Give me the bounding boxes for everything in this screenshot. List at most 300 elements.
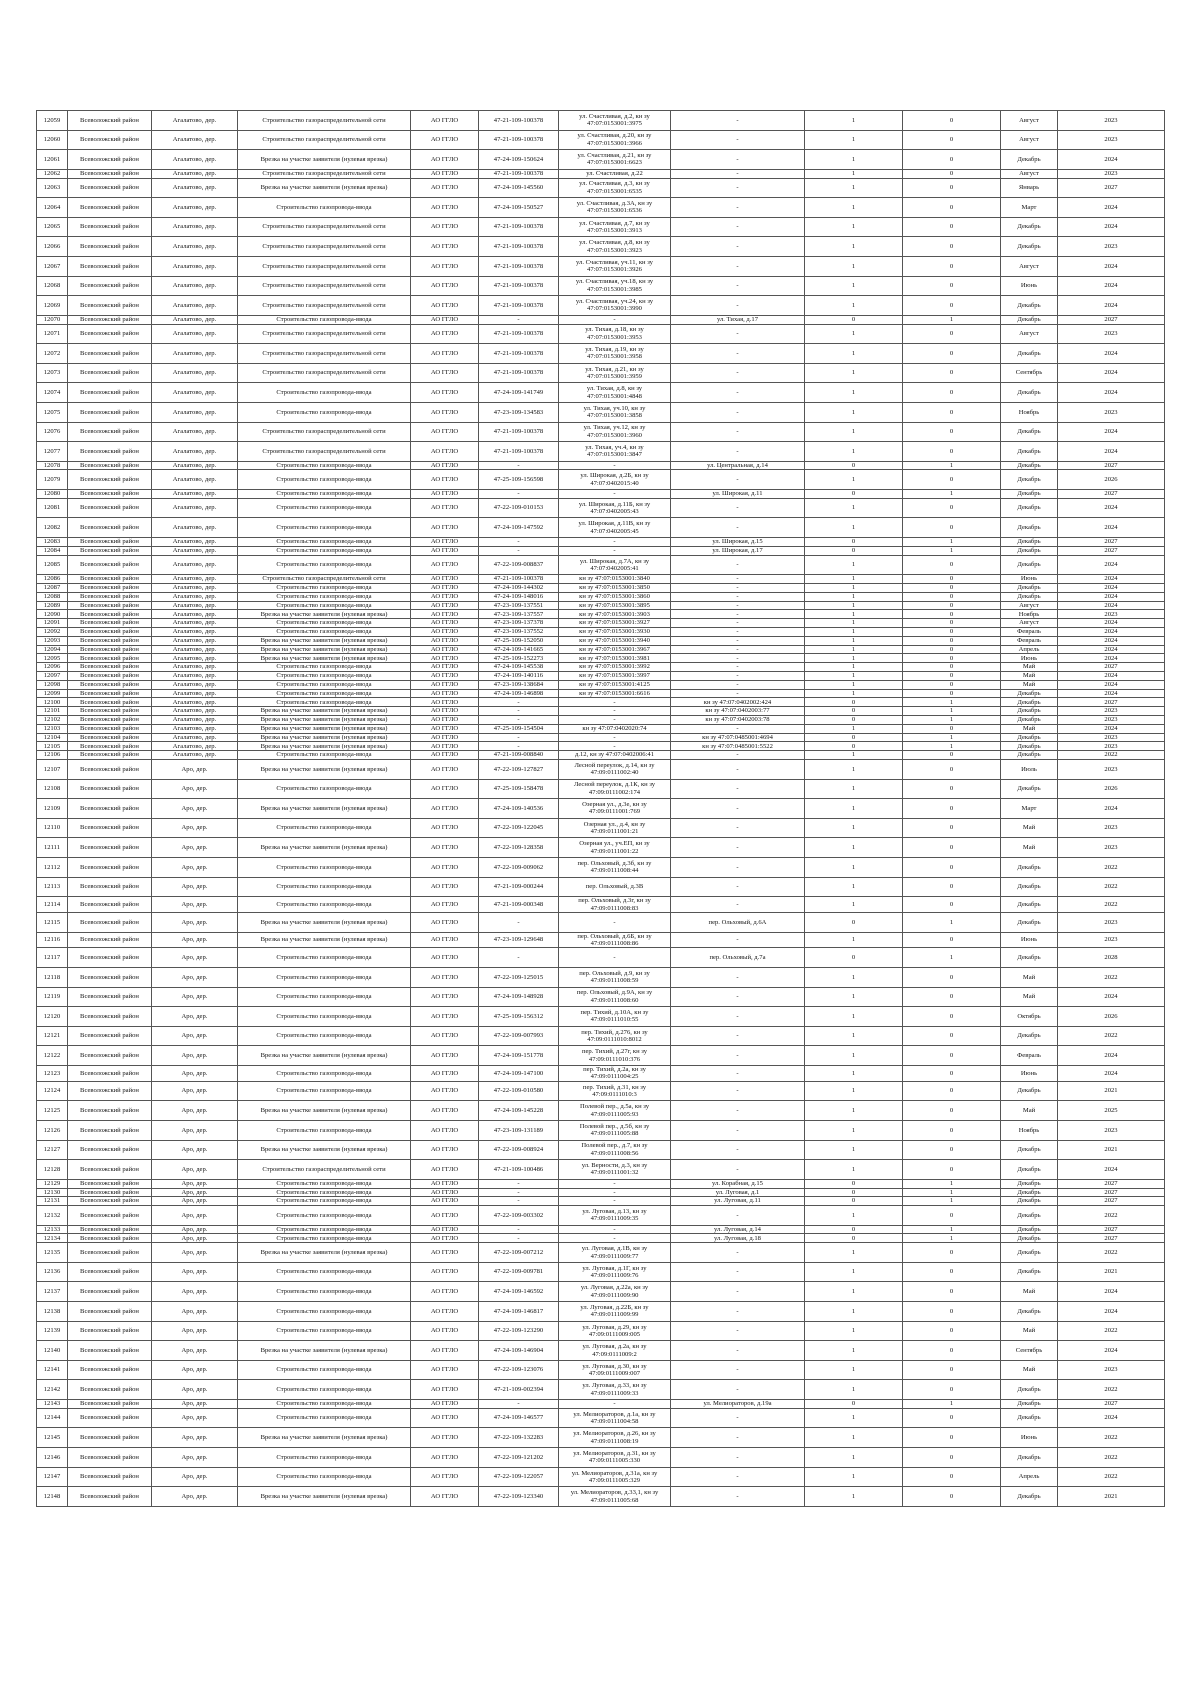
cell-address-with-cadastral: кн зу 47:07:0153001:3930 — [559, 628, 671, 637]
cell-address-with-cadastral: - — [559, 546, 671, 555]
cell-settlement: Аро, дер. — [152, 932, 238, 948]
cell-count-without-contract: 1 — [903, 1197, 1001, 1206]
cell-settlement: Агалатово, дер. — [152, 256, 238, 276]
cell-row-number: 12108 — [37, 779, 68, 799]
cell-contract-number: 47-22-109-123290 — [479, 1321, 559, 1341]
cell-settlement: Аро, дер. — [152, 1380, 238, 1400]
cell-address-without-cadastral: - — [671, 1140, 805, 1160]
cell-month: Июнь — [1001, 654, 1058, 663]
cell-work-type: Строительство газопровода-ввода — [238, 584, 411, 593]
cell-address-with-cadastral: Озерная ул., уч.ЕП, кн зу 47:09:0111001:22 — [559, 838, 671, 858]
cell-row-number: 12114 — [37, 897, 68, 913]
cell-month: Ноябрь — [1001, 402, 1058, 422]
cell-count-with-contract: 0 — [805, 315, 903, 324]
table-row — [37, 1206, 1165, 1226]
cell-settlement: Агалатово, дер. — [152, 518, 238, 538]
cell-year: 2024 — [1058, 296, 1165, 316]
cell-contract-number: 47-22-109-132283 — [479, 1428, 559, 1448]
cell-work-type: Строительство газопровода-ввода — [238, 672, 411, 681]
cell-row-number: 12106 — [37, 751, 68, 760]
cell-work-type: Строительство газопровода-ввода — [238, 470, 411, 490]
cell-month: Декабрь — [1001, 779, 1058, 799]
cell-contract-number: - — [479, 538, 559, 547]
cell-count-with-contract: 1 — [805, 276, 903, 296]
cell-district: Всеволожский район — [68, 422, 152, 442]
cell-year: 2024 — [1058, 601, 1165, 610]
cell-contract-number: 47-24-109-144302 — [479, 584, 559, 593]
cell-organization: АО ГГЛО — [411, 1360, 479, 1380]
cell-address-with-cadastral: - — [559, 315, 671, 324]
cell-row-number: 12072 — [37, 344, 68, 364]
cell-settlement: Агалатово, дер. — [152, 178, 238, 198]
cell-count-with-contract: 1 — [805, 724, 903, 733]
table-row — [37, 1360, 1165, 1380]
cell-organization: АО ГГЛО — [411, 538, 479, 547]
cell-district: Всеволожский район — [68, 198, 152, 218]
cell-month: Декабрь — [1001, 1400, 1058, 1409]
table-row — [37, 490, 1165, 499]
table-row — [37, 751, 1165, 760]
cell-year: 2023 — [1058, 130, 1165, 150]
cell-district: Всеволожский район — [68, 178, 152, 198]
cell-row-number: 12093 — [37, 636, 68, 645]
cell-settlement: Агалатово, дер. — [152, 363, 238, 383]
cell-count-with-contract: 1 — [805, 169, 903, 178]
cell-count-with-contract: 1 — [805, 470, 903, 490]
cell-address-without-cadastral: - — [671, 779, 805, 799]
cell-work-type: Строительство газораспределительной сети — [238, 575, 411, 584]
cell-contract-number: 47-21-109-002394 — [479, 1380, 559, 1400]
cell-count-with-contract: 0 — [805, 912, 903, 932]
cell-organization: АО ГГЛО — [411, 948, 479, 968]
cell-district: Всеволожский район — [68, 584, 152, 593]
table-row — [37, 838, 1165, 858]
cell-organization: АО ГГЛО — [411, 217, 479, 237]
cell-month: Июнь — [1001, 575, 1058, 584]
cell-row-number: 12074 — [37, 383, 68, 403]
cell-organization: АО ГГЛО — [411, 555, 479, 575]
cell-address-with-cadastral: ул. Счастливая, д.8, кн зу 47:07:0153001:3923 — [559, 237, 671, 257]
cell-district: Всеволожский район — [68, 575, 152, 584]
cell-district: Всеволожский район — [68, 1360, 152, 1380]
cell-year: 2024 — [1058, 1302, 1165, 1322]
cell-row-number: 12109 — [37, 799, 68, 819]
cell-contract-number: 47-22-109-125015 — [479, 967, 559, 987]
cell-address-with-cadastral: пер. Ольховый, д.3б, кн зу 47:09:0111008:44 — [559, 857, 671, 877]
cell-organization: АО ГГЛО — [411, 689, 479, 698]
cell-settlement: Агалатово, дер. — [152, 698, 238, 707]
table-row — [37, 724, 1165, 733]
cell-year: 2027 — [1058, 1234, 1165, 1243]
cell-district: Всеволожский район — [68, 383, 152, 403]
cell-count-without-contract: 0 — [903, 818, 1001, 838]
cell-contract-number: - — [479, 546, 559, 555]
cell-count-without-contract: 1 — [903, 461, 1001, 470]
cell-settlement: Аро, дер. — [152, 1197, 238, 1206]
cell-district: Всеволожский район — [68, 442, 152, 462]
table-row — [37, 689, 1165, 698]
cell-district: Всеволожский район — [68, 932, 152, 948]
cell-district: Всеволожский район — [68, 818, 152, 838]
cell-month: Февраль — [1001, 1046, 1058, 1066]
cell-month: Декабрь — [1001, 1243, 1058, 1263]
cell-count-with-contract: 1 — [805, 619, 903, 628]
cell-address-with-cadastral: пер. Тихий, д.276, кн зу 47:09:0111010:8012 — [559, 1026, 671, 1046]
table-row — [37, 111, 1165, 131]
cell-count-without-contract: 0 — [903, 1120, 1001, 1140]
table-row — [37, 217, 1165, 237]
cell-contract-number: 47-24-109-150624 — [479, 150, 559, 170]
cell-work-type: Строительство газопровода-ввода — [238, 698, 411, 707]
cell-row-number: 12115 — [37, 912, 68, 932]
cell-address-without-cadastral: - — [671, 689, 805, 698]
cell-address-with-cadastral: - — [559, 1400, 671, 1409]
cell-count-with-contract: 1 — [805, 1408, 903, 1428]
cell-month: Декабрь — [1001, 217, 1058, 237]
table-row — [37, 169, 1165, 178]
cell-count-without-contract: 0 — [903, 575, 1001, 584]
cell-contract-number: 47-21-109-100378 — [479, 344, 559, 364]
table-row — [37, 1179, 1165, 1188]
cell-district: Всеволожский район — [68, 1120, 152, 1140]
cell-work-type: Строительство газопровода-ввода — [238, 1408, 411, 1428]
table-row — [37, 877, 1165, 897]
cell-work-type: Строительство газопровода-ввода — [238, 1448, 411, 1468]
schedule-table — [36, 110, 1165, 1507]
cell-year: 2022 — [1058, 1428, 1165, 1448]
table-row — [37, 698, 1165, 707]
cell-settlement: Аро, дер. — [152, 1243, 238, 1263]
cell-count-with-contract: 0 — [805, 1188, 903, 1197]
cell-work-type: Врезка на участке заявителя (нулевая врезка) — [238, 932, 411, 948]
cell-row-number: 12075 — [37, 402, 68, 422]
cell-month: Декабрь — [1001, 1160, 1058, 1180]
cell-count-without-contract: 1 — [903, 546, 1001, 555]
cell-district: Всеволожский район — [68, 689, 152, 698]
cell-address-without-cadastral: - — [671, 818, 805, 838]
cell-count-with-contract: 1 — [805, 751, 903, 760]
cell-settlement: Агалатово, дер. — [152, 716, 238, 725]
cell-settlement: Агалатово, дер. — [152, 575, 238, 584]
cell-year: 2024 — [1058, 150, 1165, 170]
cell-organization: АО ГГЛО — [411, 470, 479, 490]
cell-year: 2023 — [1058, 1360, 1165, 1380]
cell-address-without-cadastral: - — [671, 276, 805, 296]
cell-contract-number: 47-21-109-100378 — [479, 276, 559, 296]
cell-address-without-cadastral: ул. Широкая, д.17 — [671, 546, 805, 555]
schedule-table-container — [36, 110, 1164, 1507]
cell-address-with-cadastral: - — [559, 1188, 671, 1197]
cell-address-without-cadastral: - — [671, 217, 805, 237]
cell-month: Декабрь — [1001, 707, 1058, 716]
cell-settlement: Агалатово, дер. — [152, 707, 238, 716]
cell-organization: АО ГГЛО — [411, 799, 479, 819]
cell-contract-number: - — [479, 733, 559, 742]
cell-count-without-contract: 0 — [903, 654, 1001, 663]
cell-settlement: Агалатово, дер. — [152, 546, 238, 555]
table-row — [37, 1120, 1165, 1140]
cell-row-number: 12102 — [37, 716, 68, 725]
cell-work-type: Строительство газораспределительной сети — [238, 217, 411, 237]
cell-work-type: Строительство газопровода-ввода — [238, 402, 411, 422]
cell-month: Январь — [1001, 178, 1058, 198]
cell-row-number: 12131 — [37, 1197, 68, 1206]
cell-address-without-cadastral: кн зу 47:07:0485001:4694 — [671, 733, 805, 742]
cell-year: 2024 — [1058, 654, 1165, 663]
cell-count-with-contract: 1 — [805, 498, 903, 518]
cell-count-without-contract: 0 — [903, 610, 1001, 619]
cell-count-with-contract: 1 — [805, 555, 903, 575]
cell-count-with-contract: 1 — [805, 584, 903, 593]
cell-settlement: Агалатово, дер. — [152, 733, 238, 742]
cell-contract-number: 47-22-109-123076 — [479, 1360, 559, 1380]
cell-settlement: Агалатово, дер. — [152, 538, 238, 547]
cell-count-with-contract: 1 — [805, 111, 903, 131]
cell-year: 2026 — [1058, 779, 1165, 799]
cell-settlement: Агалатово, дер. — [152, 315, 238, 324]
cell-count-without-contract: 0 — [903, 619, 1001, 628]
cell-address-with-cadastral: ул. Луговая, д.33, кн зу 47:09:0111009:33 — [559, 1380, 671, 1400]
cell-count-without-contract: 0 — [903, 198, 1001, 218]
cell-contract-number: 47-21-109-100378 — [479, 169, 559, 178]
cell-settlement: Агалатово, дер. — [152, 130, 238, 150]
cell-work-type: Строительство газопровода-ввода — [238, 490, 411, 499]
table-row — [37, 592, 1165, 601]
cell-organization: АО ГГЛО — [411, 724, 479, 733]
cell-organization: АО ГГЛО — [411, 1282, 479, 1302]
cell-count-with-contract: 0 — [805, 538, 903, 547]
cell-year: 2022 — [1058, 751, 1165, 760]
cell-year: 2026 — [1058, 1007, 1165, 1027]
cell-count-without-contract: 1 — [903, 716, 1001, 725]
table-row — [37, 575, 1165, 584]
cell-settlement: Агалатово, дер. — [152, 680, 238, 689]
cell-row-number: 12119 — [37, 987, 68, 1007]
cell-address-with-cadastral: пер. Тихий, д.2а, кн зу 47:09:0111004:25 — [559, 1065, 671, 1081]
cell-year: 2024 — [1058, 575, 1165, 584]
cell-address-with-cadastral: ул. Счастливая, д.7, кн зу 47:07:0153001:3913 — [559, 217, 671, 237]
cell-row-number: 12085 — [37, 555, 68, 575]
cell-settlement: Агалатово, дер. — [152, 654, 238, 663]
cell-year: 2027 — [1058, 315, 1165, 324]
cell-count-without-contract: 1 — [903, 742, 1001, 751]
cell-contract-number: 47-21-109-100378 — [479, 324, 559, 344]
table-row — [37, 636, 1165, 645]
cell-contract-number: 47-23-109-137551 — [479, 601, 559, 610]
cell-count-with-contract: 1 — [805, 1081, 903, 1101]
cell-organization: АО ГГЛО — [411, 1007, 479, 1027]
cell-count-without-contract: 0 — [903, 1243, 1001, 1263]
cell-month: Август — [1001, 256, 1058, 276]
cell-organization: АО ГГЛО — [411, 1467, 479, 1487]
cell-address-with-cadastral: - — [559, 698, 671, 707]
table-row — [37, 296, 1165, 316]
cell-organization: АО ГГЛО — [411, 838, 479, 858]
cell-address-without-cadastral: ул. Центральная, д.14 — [671, 461, 805, 470]
cell-settlement: Аро, дер. — [152, 1140, 238, 1160]
cell-count-without-contract: 0 — [903, 178, 1001, 198]
cell-row-number: 12078 — [37, 461, 68, 470]
cell-work-type: Строительство газопровода-ввода — [238, 751, 411, 760]
cell-month: Март — [1001, 198, 1058, 218]
cell-organization: АО ГГЛО — [411, 1400, 479, 1409]
cell-settlement: Аро, дер. — [152, 1065, 238, 1081]
cell-organization: АО ГГЛО — [411, 461, 479, 470]
cell-district: Всеволожский район — [68, 256, 152, 276]
cell-address-without-cadastral: - — [671, 897, 805, 913]
cell-settlement: Аро, дер. — [152, 1225, 238, 1234]
table-row — [37, 237, 1165, 257]
cell-organization: АО ГГЛО — [411, 1408, 479, 1428]
cell-district: Всеволожский район — [68, 1467, 152, 1487]
cell-district: Всеволожский район — [68, 1321, 152, 1341]
cell-count-without-contract: 0 — [903, 296, 1001, 316]
table-row — [37, 619, 1165, 628]
cell-count-with-contract: 1 — [805, 779, 903, 799]
cell-address-with-cadastral: ул. Счастливая, уч.24, кн зу 47:07:0153001:3990 — [559, 296, 671, 316]
cell-work-type: Строительство газопровода-ввода — [238, 315, 411, 324]
cell-contract-number: 47-21-109-100378 — [479, 256, 559, 276]
cell-settlement: Аро, дер. — [152, 897, 238, 913]
cell-row-number: 12134 — [37, 1234, 68, 1243]
cell-settlement: Аро, дер. — [152, 799, 238, 819]
cell-count-with-contract: 1 — [805, 672, 903, 681]
cell-row-number: 12112 — [37, 857, 68, 877]
table-row — [37, 1225, 1165, 1234]
cell-count-with-contract: 1 — [805, 1160, 903, 1180]
cell-month: Декабрь — [1001, 742, 1058, 751]
cell-address-with-cadastral: кн зу 47:07:0153001:3992 — [559, 663, 671, 672]
cell-count-without-contract: 1 — [903, 538, 1001, 547]
cell-address-with-cadastral: кн зу 47:07:0153001:6616 — [559, 689, 671, 698]
cell-contract-number: 47-21-109-100486 — [479, 1160, 559, 1180]
cell-address-without-cadastral: - — [671, 1360, 805, 1380]
cell-month: Декабрь — [1001, 1487, 1058, 1507]
cell-settlement: Аро, дер. — [152, 1302, 238, 1322]
cell-contract-number: - — [479, 948, 559, 968]
cell-organization: АО ГГЛО — [411, 1380, 479, 1400]
cell-address-with-cadastral: - — [559, 1234, 671, 1243]
cell-count-with-contract: 1 — [805, 1360, 903, 1380]
cell-address-with-cadastral: ул. Мелиораторов, д.31, кн зу 47:09:0111005:330 — [559, 1448, 671, 1468]
cell-settlement: Аро, дер. — [152, 1341, 238, 1361]
table-row — [37, 1428, 1165, 1448]
cell-year: 2024 — [1058, 217, 1165, 237]
cell-row-number: 12105 — [37, 742, 68, 751]
cell-address-without-cadastral: ул. Луговая, д.1 — [671, 1188, 805, 1197]
cell-address-with-cadastral: ул. Мелиораторов, д.33,1, кн зу 47:09:0111005:68 — [559, 1487, 671, 1507]
cell-settlement: Агалатово, дер. — [152, 689, 238, 698]
cell-settlement: Аро, дер. — [152, 1046, 238, 1066]
cell-row-number: 12141 — [37, 1360, 68, 1380]
cell-count-without-contract: 0 — [903, 344, 1001, 364]
cell-organization: АО ГГЛО — [411, 672, 479, 681]
cell-district: Всеволожский район — [68, 1188, 152, 1197]
cell-contract-number: 47-21-109-100378 — [479, 442, 559, 462]
cell-contract-number: - — [479, 315, 559, 324]
cell-address-with-cadastral: - — [559, 912, 671, 932]
cell-address-with-cadastral: ул. Счастливая, уч.18, кн зу 47:07:0153001:3985 — [559, 276, 671, 296]
cell-work-type: Строительство газораспределительной сети — [238, 422, 411, 442]
cell-year: 2024 — [1058, 1282, 1165, 1302]
cell-month: Декабрь — [1001, 498, 1058, 518]
cell-month: Май — [1001, 672, 1058, 681]
cell-row-number: 12083 — [37, 538, 68, 547]
cell-work-type: Строительство газораспределительной сети — [238, 111, 411, 131]
cell-count-without-contract: 0 — [903, 518, 1001, 538]
cell-row-number: 12124 — [37, 1081, 68, 1101]
cell-row-number: 12142 — [37, 1380, 68, 1400]
cell-district: Всеволожский район — [68, 592, 152, 601]
cell-work-type: Строительство газораспределительной сети — [238, 442, 411, 462]
cell-row-number: 12127 — [37, 1140, 68, 1160]
cell-contract-number: 47-24-109-146592 — [479, 1282, 559, 1302]
cell-row-number: 12099 — [37, 689, 68, 698]
cell-month: Сентябрь — [1001, 1341, 1058, 1361]
cell-count-without-contract: 0 — [903, 1321, 1001, 1341]
cell-month: Декабрь — [1001, 1380, 1058, 1400]
cell-count-with-contract: 1 — [805, 198, 903, 218]
cell-address-without-cadastral: - — [671, 256, 805, 276]
cell-organization: АО ГГЛО — [411, 1234, 479, 1243]
cell-work-type: Врезка на участке заявителя (нулевая врезка) — [238, 707, 411, 716]
cell-month: Май — [1001, 838, 1058, 858]
cell-address-without-cadastral: - — [671, 1007, 805, 1027]
cell-year: 2024 — [1058, 592, 1165, 601]
table-row — [37, 178, 1165, 198]
cell-count-without-contract: 0 — [903, 663, 1001, 672]
cell-address-with-cadastral: кн зу 47:07:0153001:3903 — [559, 610, 671, 619]
cell-year: 2024 — [1058, 198, 1165, 218]
cell-district: Всеволожский район — [68, 1046, 152, 1066]
cell-district: Всеволожский район — [68, 470, 152, 490]
cell-settlement: Аро, дер. — [152, 838, 238, 858]
cell-work-type: Строительство газораспределительной сети — [238, 169, 411, 178]
cell-work-type: Строительство газораспределительной сети — [238, 363, 411, 383]
table-row — [37, 1065, 1165, 1081]
cell-work-type: Врезка на участке заявителя (нулевая врезка) — [238, 1243, 411, 1263]
cell-count-with-contract: 1 — [805, 237, 903, 257]
cell-settlement: Аро, дер. — [152, 1160, 238, 1180]
cell-address-without-cadastral: кн зу 47:07:0402003:77 — [671, 707, 805, 716]
cell-count-without-contract: 0 — [903, 555, 1001, 575]
table-row — [37, 1140, 1165, 1160]
cell-row-number: 12060 — [37, 130, 68, 150]
cell-address-without-cadastral: - — [671, 1448, 805, 1468]
cell-work-type: Строительство газопровода-ввода — [238, 1282, 411, 1302]
cell-work-type: Строительство газопровода-ввода — [238, 498, 411, 518]
cell-organization: АО ГГЛО — [411, 363, 479, 383]
cell-count-with-contract: 1 — [805, 324, 903, 344]
cell-district: Всеволожский район — [68, 150, 152, 170]
cell-district: Всеволожский район — [68, 636, 152, 645]
cell-address-without-cadastral: ул. Широкая, д.15 — [671, 538, 805, 547]
cell-district: Всеволожский район — [68, 461, 152, 470]
cell-year: 2024 — [1058, 1408, 1165, 1428]
cell-work-type: Строительство газораспределительной сети — [238, 256, 411, 276]
table-row — [37, 1341, 1165, 1361]
cell-settlement: Агалатово, дер. — [152, 490, 238, 499]
cell-district: Всеволожский район — [68, 1341, 152, 1361]
cell-work-type: Строительство газопровода-ввода — [238, 948, 411, 968]
cell-count-with-contract: 1 — [805, 402, 903, 422]
cell-month: Декабрь — [1001, 1179, 1058, 1188]
cell-address-with-cadastral: - — [559, 707, 671, 716]
cell-year: 2023 — [1058, 838, 1165, 858]
cell-district: Всеволожский район — [68, 1302, 152, 1322]
cell-work-type: Строительство газопровода-ввода — [238, 1197, 411, 1206]
cell-organization: АО ГГЛО — [411, 575, 479, 584]
